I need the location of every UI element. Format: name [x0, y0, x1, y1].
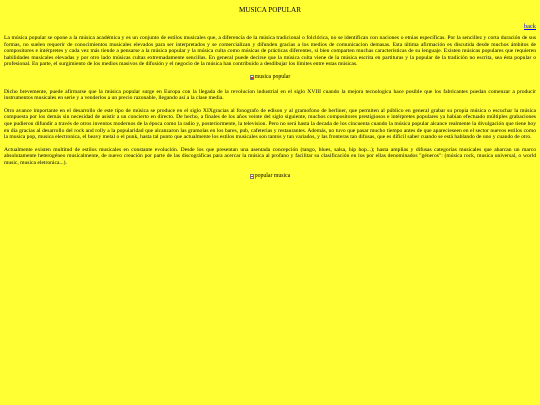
back-row	[4, 24, 536, 33]
paragraph-history: Otro avance importante en el desarrollo de este tipo de música se produce en el siglo XIXgracias al fonografo de edison y al gramofono de berliner, que permiten al público en general grabar su propia música o escuchar la música compuesta por los demás sin necesidad de asistir a un concierto en directo. De hecho, a finales de los años veinte del siglo siguiente, muchos compositores prestigiosos e intérpretes populares ya habían efectuado múltiples grabaciones que pudieron difundir a través de otros inventos modernos de la época como la radio y, posteriormente, la television. Pero no será hasta la decada de los cincuenta cuando la música popular alcance realmente la divulgación que tiene hoy en día gracias al desarrollo del rock and rolly a la popularidad que alcanzaron las gramolas en los bares, pub, cafeterias y restaurantes. Además, no tuvo que pasar mucho tiempo antes de que aparecieseen en el sector nuevos estilos como la musica pop, musica electronica, el heavy metal o el punk, hasta tal punto que actualmente los estilos musicales son tantos y tan variados, y las fronteras tan difusas, que es dificil saber cuando se está hablando de uno y cuando de otro.	[4, 107, 536, 141]
image-alt-text: popular musica	[254, 172, 291, 179]
image-popular-musica	[4, 173, 536, 182]
broken-image-icon	[250, 75, 254, 80]
paragraph-origin: Dicho brevemente, puede afirmarse que la música popular surge en Europa con la llegada de la revolucion industrial en el siglo XVIII cuando la mejora tecnologica hace posible que los fabricantes puedan comenzar a producir instrumentos musicales en serie y a venderlos a un precio razonable, llegando así a la clase media.	[4, 88, 536, 102]
page	[0, 0, 540, 181]
page-title: MUSICA POPULAR	[238, 6, 302, 14]
broken-image	[250, 173, 291, 180]
paragraph-intro: La música popular se opone a la música académica y es un conjunto de estilos musicales que, a diferencia de la música tradicional o folclórica, no se identifican con naciones o etnias específicas. Por la sencillez y corta duración de sus formas, no suelen requerir de conocimientos musicales elevados para ser interpretados y se comercializan y difunden gracias a los medios de comunicacion demasas. Esta última afirmación es discutida desde muchos ámbitos de compositores e intérpretes y cada vez más tiende a pensarse a la música popular y la música culta como músicas de prácticas diferentes, si bien comparten muchas características de su lenguaje. Existen músicas populares que requieren habilidades musicales elevadas y por otro lado músicas cultas extremadamente sencillas. En general puede decirse que la música culta viene de la música escrita en partituras y la popular de la tradición no escrita, sea ésta popular o profesional. En parte, el surgimiento de los medios masivos de difusión y el negocio de la música han contribuido a desdibujar los límites entre estas músicas.	[4, 35, 536, 68]
broken-image-icon	[250, 174, 254, 179]
broken-image	[250, 74, 291, 81]
paragraph-current: Actualmente existen multitud de estilos musicales en constante evolución. Desde los que presentan una asentada concepción (tango, blues, salsa, hip hop...); hasta amplias y difusas categorías musicales que abarcan un marco absolutamente heterogéneo musicalmente, de nuevo creación por parte de las discográficas para acercar la música al profano y facilitar su clasificación en los por ellas denominados "géneros": (música rock, musica universal, o world music, musica eletronica...).	[4, 146, 536, 166]
image-musica-popular	[4, 74, 536, 83]
image-alt-text: musica popular	[254, 73, 291, 80]
back-link[interactable]: back	[523, 23, 536, 30]
